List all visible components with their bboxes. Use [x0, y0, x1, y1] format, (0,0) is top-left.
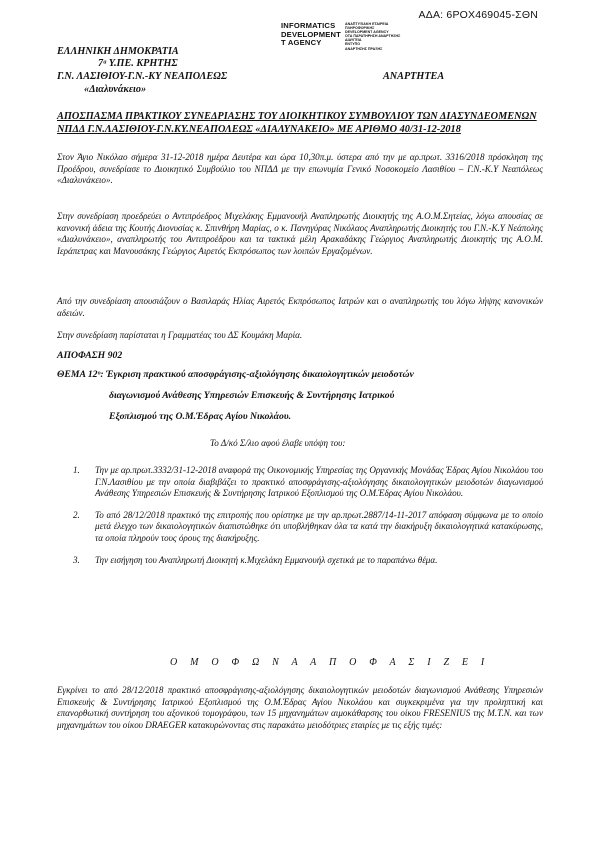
subject-line-1: ΘΕΜΑ 12ᵒ: Έγκριση πρακτικού αποσφράγισης-αξιολόγησης δικαιολογητικών μειοδοτών	[57, 369, 414, 380]
list-item-text: Το από 28/12/2018 πρακτικό της επιτροπής που ορίστηκε με την αρ.πρωτ.2887/14-11-2017 απόφαση σύμφωνα με το οποίο μετά έλεγχο των δικαιολογητικών διαπιστώθηκε ότι υποβλήθηκαν όλα τα κατά την διακήρυξη δικαιολογητικά κατακύρωσης, τα οποία πληρούν τους όρους της διακήρυξης.	[95, 509, 543, 543]
paragraph-attendance: Στην συνεδρίαση προεδρεύει ο Αντιπρόεδρος Μιχελάκης Εμμανουήλ Αναπληρωτής Διοικητής της Α.Ο.Μ.Σητείας, λόγω απουσίας σε κανονική άδεια της Κουτής Διονυσίας κ. Σπινθήρη Μαρίας, ο κ. Πανηγύρας Νικόλαος Αναπληρωτής Διοικητής του Γ.Ν.-Κ.Υ Νεάπολης «Διαλυνάκειο», αναπληρωτής του Αντιπροέδρου και τα τακτικά μέλη Αρακαδάκης Γεώργιος Αναπληρωτής Διοικητής της Α.Ο.Μ. Ιεράπετρας και Μανουσάκης Γεώργιος Αιρετός Εκπρόσωπος των λοιπών Εργαζομένων.	[57, 211, 543, 256]
subject-line-3: Εξοπλισμού της Ο.Μ.Έδρας Αγίου Νικολάου.	[109, 411, 292, 422]
decision-number: ΑΠΟΦΑΣΗ 902	[57, 350, 123, 361]
list-item	[73, 510, 543, 545]
list-item-number: 2.	[73, 509, 80, 520]
header-health-region: 7ᵃ Υ.ΠΕ. ΚΡΗΤΗΣ	[98, 58, 178, 69]
list-item	[73, 555, 543, 567]
logo-sub-text: ΑΝΑΠΤΥΞΙΑΚΗ ΕΤΑΙΡΕΙΑ ΠΛΗΡΟΦΟΡΙΚΗΣ DEVELOPMENT AGENCY ΟΤΑ ΠΑΡΑΤΗΡΗΣΗ ΑΝΑΡΤΗΣΗΣ ΔΙΑΥΓΕΙΑ ΕΝΤΥΠΟ ΑΝΑΡΤΗΣΗΣ ΠΡΑΞΗΣ	[345, 22, 401, 51]
paragraph-secretary: Στην συνεδρίαση παρίσταται η Γραμματέας του ΔΣ Κουμάκη Μαρία.	[57, 330, 303, 340]
subject-block	[57, 364, 547, 427]
document-title: ΑΠΟΣΠΑΣΜΑ ΠΡΑΚΤΙΚΟΥ ΣΥΝΕΔΡΙΑΣΗΣ ΤΟΥ ΔΙΟΙΚΗΤΙΚΟΥ ΣΥΜΒΟΥΛΙΟΥ ΤΩΝ ΔΙΑΣΥΝΔΕΟΜΕΝΩΝ ΝΠΔΔ Γ.Ν.ΛΑΣΙΘΙΟΥ-Γ.Ν.ΚΥ.ΝΕΑΠΟΛΕΩΣ «ΔΙΑΛΥΝΑΚΕΙΟ» ΜΕ ΑΡΙΘΜΟ 40/31-12-2018	[57, 111, 537, 136]
considerations-list	[73, 465, 543, 576]
list-item	[73, 465, 543, 500]
paragraph-meeting: Στον Άγιο Νικόλαο σήμερα 31-12-2018 ημέρα Δευτέρα και ώρα 10,30π.μ. ύστερα από την με αρ.πρωτ. 3316/2018 πρόσκληση της Προέδρου, συνεδρίασε το Διοικητικό Συμβούλιο του ΝΠΔΔ με την επωνυμία Γενικό Νοσοκομείο Λασιθίου – Γ.Ν.-Κ.Υ Νεαπόλεως «Διαλυνάκειο».	[57, 152, 543, 186]
list-item-number: 3.	[73, 554, 80, 565]
list-item-text: Την με αρ.πρωτ.3332/31-12-2018 αναφορά της Οικονομικής Υπηρεσίας της Οργανικής Μονάδας Έδρας Αγίου Νικολάου του Γ.Ν.Λασιθίου με την οποία διαβιβάζει το πρακτικό αποσφράγισης-αξιολόγησης δικαιολογητικών μειοδοτών διαγωνισμού Ανάθεσης Υπηρεσιών Επισκευής & Συντήρησης Ιατρικού Εξοπλισμού της Ο.Μ.Έδρας Αγίου Νικολάου.	[95, 465, 543, 499]
logo-main-text: INFORMATICS DEVELOPMENT T AGENCY	[281, 21, 342, 48]
paragraph-absence: Από την συνεδρίαση απουσιάζουν ο Βασιλαράς Ηλίας Αιρετός Εκπρόσωπος Ιατρών και ο αναπληρωτής του λόγω λήψης κανονικών αδειών.	[57, 296, 543, 318]
subject-line-2: διαγωνισμού Ανάθεσης Υπηρεσιών Επισκευής & Συντήρησης Ιατρικού	[109, 390, 395, 401]
final-decision-text: Εγκρίνει το από 28/12/2018 πρακτικό αποσφράγισης-αξιολόγησης δικαιολογητικών μειοδοτών διαγωνισμού Ανάθεσης Υπηρεσιών Επισκευής & Συντήρησης Ιατρικού Εξοπλισμού της Ο.Μ.Έδρας Αγίου Νικολάου και συγκεκριμένα για την προληπτική και επανορθωτική συντήρηση του αξονικού τομογράφου, των 15 μηχανημάτων αιμοκάθαρσης του οίκου FRESENIUS της Μ.Τ.Ν. και των μηχανημάτων του οίκου DRAEGER κατακυρώνοντας στις παρακάτω μειοδότριες εταιρίες με τις εξής τιμές:	[57, 685, 543, 730]
board-intro: Το Δ/κό Σ/λιο αφού έλαβε υπόψη του:	[210, 438, 346, 448]
diavgeia-logo	[281, 22, 400, 51]
list-item-number: 1.	[73, 465, 80, 475]
ada-code: ΑΔΑ: 6ΡΟΧ469045-ΣΘΝ	[418, 9, 538, 21]
unanimous-decision-heading: Ο Μ Ο Φ Ω Ν Α Α Π Ο Φ Α Σ Ι Ζ Ε Ι	[170, 657, 490, 668]
posting-label: ΑΝΑΡΤΗΤΕΑ	[383, 71, 445, 82]
header-republic: ΕΛΛΗΝΙΚΗ ΔΗΜΟΚΡΑΤΙΑ	[57, 46, 179, 57]
list-item-text: Την εισήγηση του Αναπληρωτή Διοικητή κ.Μιχελάκη Εμμανουήλ σχετικά με το παραπάνω θέμα.	[95, 554, 438, 565]
header-hospital: Γ.Ν. ΛΑΣΙΘΙΟΥ-Γ.Ν.-ΚΥ ΝΕΑΠΟΛΕΩΣ	[57, 71, 228, 82]
header-hospital-name: «Διαλυνάκειο»	[84, 84, 147, 95]
